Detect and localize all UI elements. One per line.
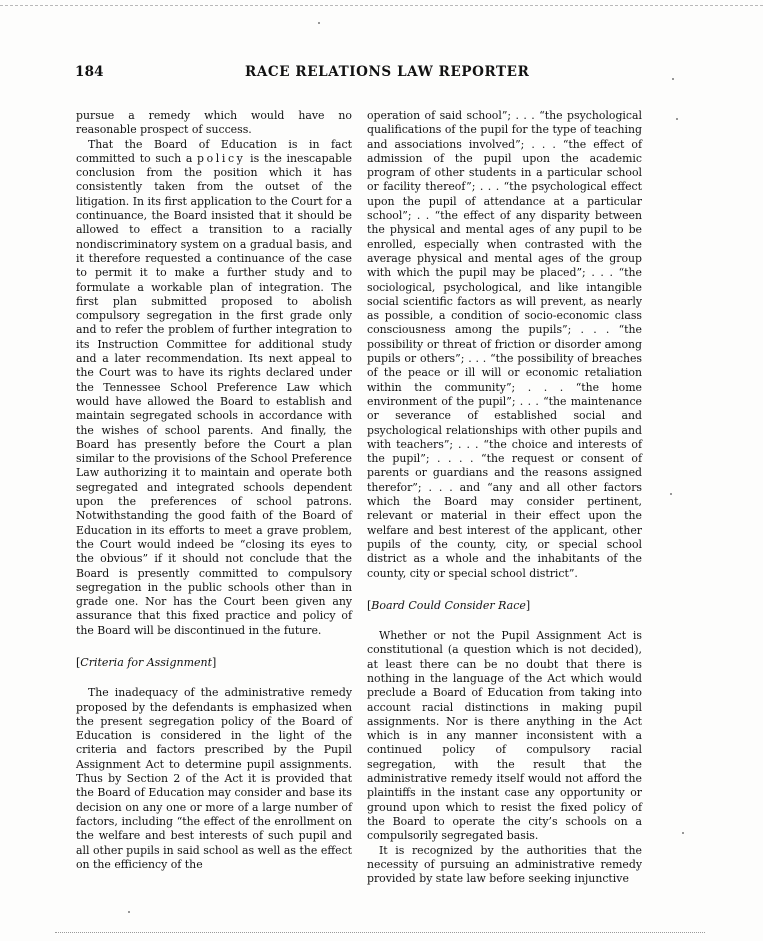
- scan-edge-bottom: [55, 932, 705, 933]
- left-column: [76, 109, 352, 872]
- section-heading-race: [367, 599, 642, 613]
- scan-speck: [676, 118, 678, 120]
- running-head: RACE RELATIONS LAW REPORTER: [245, 64, 530, 80]
- bracket-close: ]: [212, 655, 217, 669]
- scan-edge-top: [0, 5, 763, 6]
- paragraph-board-committed: [76, 138, 352, 638]
- scan-speck: [128, 911, 130, 913]
- bracket-open: [: [76, 655, 81, 669]
- paragraph-text: is the inescapable conclusion from the position which it has consistently taken from the outset of the litigation. In its first application to the Court for a continuance, the Board insisted that it should be allowed to effect a transition to a racially nondiscriminatory system on a gradual basis, and it therefore requested a continuance of the case to permit it to make a further study and to formulate a workable plan of integration. The first plan submitted proposed to abolish compulsory segregation in the first grade only and to refer the problem of further integration to its Instruction Committee for additional study and a later recommendation. Its next appeal to the Court was to have its rights declared under the Tennessee School Preference Law which would have allowed the Board to establish and maintain segregated schools in accordance with the wishes of school parents. And finally, the Board has presently before the Court a plan similar to the provisions of the School Preference Law authorizing it to maintain and operate both segregated and integrated schools dependent upon the preferences of school patrons. Notwithstanding the good faith of the Board of Education in its efforts to meet a grave problem, the Court would indeed be “closing its eyes to the obvious” if it should not conclude that the Board is presently committed to compulsory segregation in the public schools other than in grade one. Nor has the Court been given any assurance that this fixed practice and policy of the Board will be discontinued in the future.: [76, 151, 353, 637]
- section-heading-text: Board Could Consider Race: [371, 598, 526, 612]
- paragraph-constitutional: Whether or not the Pupil Assignment Act is constitutional (a question which is not decided), at least there can be no doubt that there is nothing in the language of the Act which would preclude a Board of Education from taking into account racial distinctions in making pupil assignments. Nor is there anything in the Act which is in any manner inconsistent with a continued policy of compulsory racial segregation, with the result that the administrative remedy itself would not afford the plaintiffs in the instant case any opportunity or ground upon which to resist the fixed policy of the Board to operate the city’s schools on a compulsorily segregated basis.: [367, 629, 642, 843]
- scan-speck: [670, 493, 672, 495]
- paragraph-recognized: It is recognized by the authorities that the necessity of pursuing an administrative remedy provided by state law before seeking injunctive: [367, 843, 642, 886]
- paragraph-text: That the Board of Education is in fact committed to such a: [76, 137, 352, 165]
- bracket-open: [: [367, 598, 372, 612]
- scan-speck: [672, 78, 674, 80]
- paragraph-factors-list: operation of said school”; . . . “the psychological qualifications of the pupil for the type of teaching and associations involved”; . . . “the effect of admission of the pupil upon the academic program of other students in a particular school or facility thereof”; . . . “the psychological effect upon the pupil of attendance at a particular school”; . . “the effect of any disparity between the physical and mental ages of any pupil to be enrolled, especially when contrasted with the average physical and mental ages of the group with which the pupil may be placed”; . . . “the sociological, psychological, and like intangible social scientific factors as will prevent, as nearly as possible, a condition of socio-economic class consciousness among the pupils”; . . . “the possibility or threat of friction or disorder among pupils or others”; . . . “the possibility of breaches of the peace or ill will or economic retaliation within the community”; . . . “the home environment of the pupil”; . . . “the maintenance or severance of established social and psychological relationships with other pupils and with teachers”; . . . “the choice and interests of the pupil”; . . . . “the request or consent of parents or guardians and the reasons assigned therefor”; . . . and “any and all other factors which the Board may consider pertinent, relevant or material in their effect upon the welfare and best interest of the applicant, other pupils of the county, city, or special school district as a whole and the inhabitants of the county, city or special school district”.: [367, 109, 642, 580]
- page-header: [75, 64, 635, 82]
- bracket-close: ]: [525, 598, 531, 612]
- page-number: 184: [75, 64, 104, 80]
- paragraph-continuation: pursue a remedy which would have no reasonable prospect of success.: [76, 109, 352, 137]
- scan-speck: [318, 22, 320, 24]
- right-column: [367, 109, 642, 886]
- section-heading-criteria: [76, 656, 352, 670]
- emphasized-word: policy: [197, 151, 246, 165]
- section-heading-text: Criteria for Assignment: [80, 655, 213, 669]
- paragraph-inadequacy: The inadequacy of the administrative remedy proposed by the defendants is emphasized when the present segregation policy of the Board of Education is considered in the light of the criteria and factors prescribed by the Pupil Assignment Act to determine pupil assignments. Thus by Section 2 of the Act it is provided that the Board of Education may consider and base its decision on any one or more of a large number of factors, including “the effect of the enrollment on the welfare and best interests of such pupil and all other pupils in said school as well as the effect on the efficiency of the: [76, 686, 352, 871]
- scan-speck: [682, 832, 684, 834]
